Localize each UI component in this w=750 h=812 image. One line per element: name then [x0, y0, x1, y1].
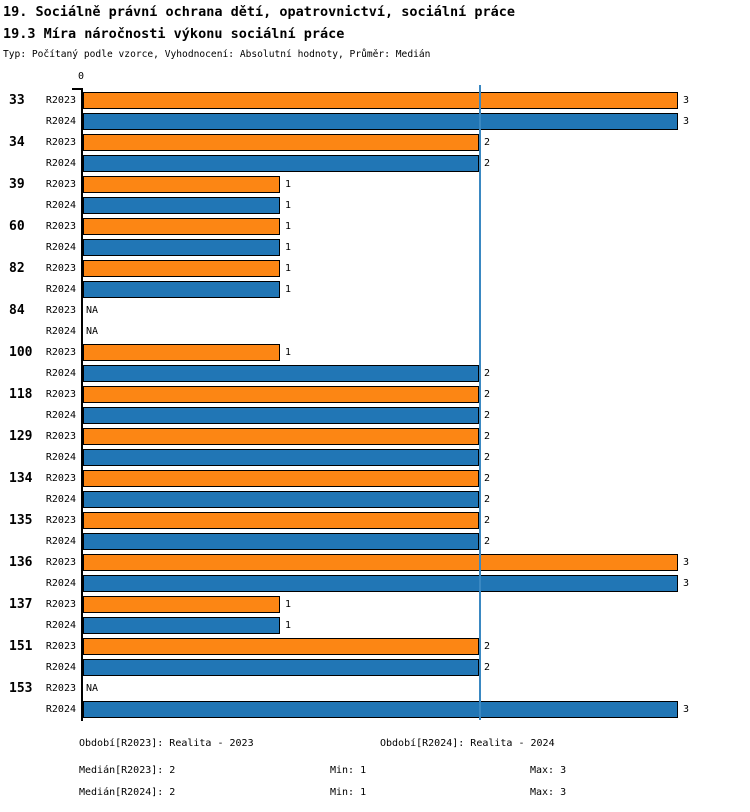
category-label-135: 135 [9, 513, 33, 528]
value-label-60-R2024: 1 [285, 242, 292, 253]
bar-151-R2024 [83, 659, 479, 676]
series-label-34-R2024: R2024 [45, 158, 76, 169]
page-subtitle: 19.3 Míra náročnosti výkonu sociální práce [3, 26, 345, 42]
series-label-135-R2023: R2023 [45, 515, 76, 526]
value-label-60-R2023: 1 [285, 221, 292, 232]
series-label-137-R2024: R2024 [45, 620, 76, 631]
value-label-129-R2023: 2 [484, 431, 491, 442]
bar-136-R2023 [83, 554, 678, 571]
bar-135-R2023 [83, 512, 479, 529]
bar-137-R2024 [83, 617, 280, 634]
value-label-82-R2023: 1 [285, 263, 292, 274]
bar-100-R2024 [83, 365, 479, 382]
bar-34-R2024 [83, 155, 479, 172]
bar-39-R2024 [83, 197, 280, 214]
series-label-34-R2023: R2023 [45, 137, 76, 148]
value-label-135-R2023: 2 [484, 515, 491, 526]
series-label-134-R2024: R2024 [45, 494, 76, 505]
bar-137-R2023 [83, 596, 280, 613]
bar-60-R2024 [83, 239, 280, 256]
category-label-100: 100 [9, 345, 33, 360]
series-label-153-R2023: R2023 [45, 683, 76, 694]
value-label-137-R2023: 1 [285, 599, 292, 610]
value-label-129-R2024: 2 [484, 452, 491, 463]
footer-period-r2023: Období[R2023]: Realita - 2023 [79, 738, 254, 749]
value-label-118-R2023: 2 [484, 389, 491, 400]
footer-max-r2023: Max: 3 [530, 765, 567, 776]
category-label-153: 153 [9, 681, 33, 696]
value-label-118-R2024: 2 [484, 410, 491, 421]
value-label-100-R2024: 2 [484, 368, 491, 379]
series-label-82-R2023: R2023 [45, 263, 76, 274]
category-label-34: 34 [9, 135, 25, 150]
value-label-39-R2023: 1 [285, 179, 292, 190]
bar-118-R2024 [83, 407, 479, 424]
series-label-151-R2023: R2023 [45, 641, 76, 652]
na-label-153-R2023: NA [86, 683, 99, 694]
value-label-151-R2023: 2 [484, 641, 491, 652]
bar-33-R2023 [83, 92, 678, 109]
category-label-134: 134 [9, 471, 33, 486]
series-label-100-R2024: R2024 [45, 368, 76, 379]
na-label-84-R2024: NA [86, 326, 99, 337]
bar-134-R2024 [83, 491, 479, 508]
value-label-34-R2023: 2 [484, 137, 491, 148]
value-label-82-R2024: 1 [285, 284, 292, 295]
chart-meta-line: Typ: Počítaný podle vzorce, Vyhodnocení: Absolutní hodnoty, Průměr: Medián [3, 49, 431, 60]
category-label-39: 39 [9, 177, 25, 192]
bar-100-R2023 [83, 344, 280, 361]
series-label-33-R2024: R2024 [45, 116, 76, 127]
series-label-129-R2023: R2023 [45, 431, 76, 442]
series-label-151-R2024: R2024 [45, 662, 76, 673]
category-label-82: 82 [9, 261, 25, 276]
value-label-135-R2024: 2 [484, 536, 491, 547]
series-label-84-R2023: R2023 [45, 305, 76, 316]
bar-118-R2023 [83, 386, 479, 403]
page-title: 19. Sociálně právní ochrana dětí, opatrovnictví, sociální práce [3, 4, 516, 20]
series-label-84-R2024: R2024 [45, 326, 76, 337]
category-label-60: 60 [9, 219, 25, 234]
bar-153-R2024 [83, 701, 678, 718]
series-label-118-R2024: R2024 [45, 410, 76, 421]
bar-129-R2023 [83, 428, 479, 445]
bar-134-R2023 [83, 470, 479, 487]
series-label-129-R2024: R2024 [45, 452, 76, 463]
series-label-60-R2023: R2023 [45, 221, 76, 232]
footer-min-r2024: Min: 1 [330, 787, 367, 798]
bar-82-R2024 [83, 281, 280, 298]
value-label-33-R2024: 3 [683, 116, 690, 127]
series-label-137-R2023: R2023 [45, 599, 76, 610]
footer-median-r2024: Medián[R2024]: 2 [79, 787, 176, 798]
series-label-153-R2024: R2024 [45, 704, 76, 715]
value-label-100-R2023: 1 [285, 347, 292, 358]
series-label-39-R2023: R2023 [45, 179, 76, 190]
footer-period-r2024: Období[R2024]: Realita - 2024 [380, 738, 555, 749]
category-label-84: 84 [9, 303, 25, 318]
value-label-151-R2024: 2 [484, 662, 491, 673]
bar-33-R2024 [83, 113, 678, 130]
value-label-33-R2023: 3 [683, 95, 690, 106]
bar-129-R2024 [83, 449, 479, 466]
series-label-100-R2023: R2023 [45, 347, 76, 358]
category-label-136: 136 [9, 555, 33, 570]
bar-34-R2023 [83, 134, 479, 151]
category-label-33: 33 [9, 93, 25, 108]
median-reference-line [479, 85, 481, 720]
value-label-153-R2024: 3 [683, 704, 690, 715]
series-label-118-R2023: R2023 [45, 389, 76, 400]
series-label-39-R2024: R2024 [45, 200, 76, 211]
category-label-118: 118 [9, 387, 33, 402]
bar-135-R2024 [83, 533, 479, 550]
footer-median-r2023: Medián[R2023]: 2 [79, 765, 176, 776]
series-label-136-R2024: R2024 [45, 578, 76, 589]
bar-39-R2023 [83, 176, 280, 193]
bar-82-R2023 [83, 260, 280, 277]
value-label-34-R2024: 2 [484, 158, 491, 169]
bar-60-R2023 [83, 218, 280, 235]
series-label-33-R2023: R2023 [45, 95, 76, 106]
value-label-134-R2024: 2 [484, 494, 491, 505]
category-label-151: 151 [9, 639, 33, 654]
value-label-136-R2024: 3 [683, 578, 690, 589]
value-label-39-R2024: 1 [285, 200, 292, 211]
footer-min-r2023: Min: 1 [330, 765, 367, 776]
category-label-137: 137 [9, 597, 33, 612]
category-label-129: 129 [9, 429, 33, 444]
na-label-84-R2023: NA [86, 305, 99, 316]
series-label-134-R2023: R2023 [45, 473, 76, 484]
series-label-82-R2024: R2024 [45, 284, 76, 295]
x-axis-zero-label: 0 [77, 71, 85, 82]
bar-136-R2024 [83, 575, 678, 592]
bar-151-R2023 [83, 638, 479, 655]
value-label-134-R2023: 2 [484, 473, 491, 484]
footer-max-r2024: Max: 3 [530, 787, 567, 798]
value-label-136-R2023: 3 [683, 557, 690, 568]
series-label-135-R2024: R2024 [45, 536, 76, 547]
value-label-137-R2024: 1 [285, 620, 292, 631]
series-label-60-R2024: R2024 [45, 242, 76, 253]
series-label-136-R2023: R2023 [45, 557, 76, 568]
